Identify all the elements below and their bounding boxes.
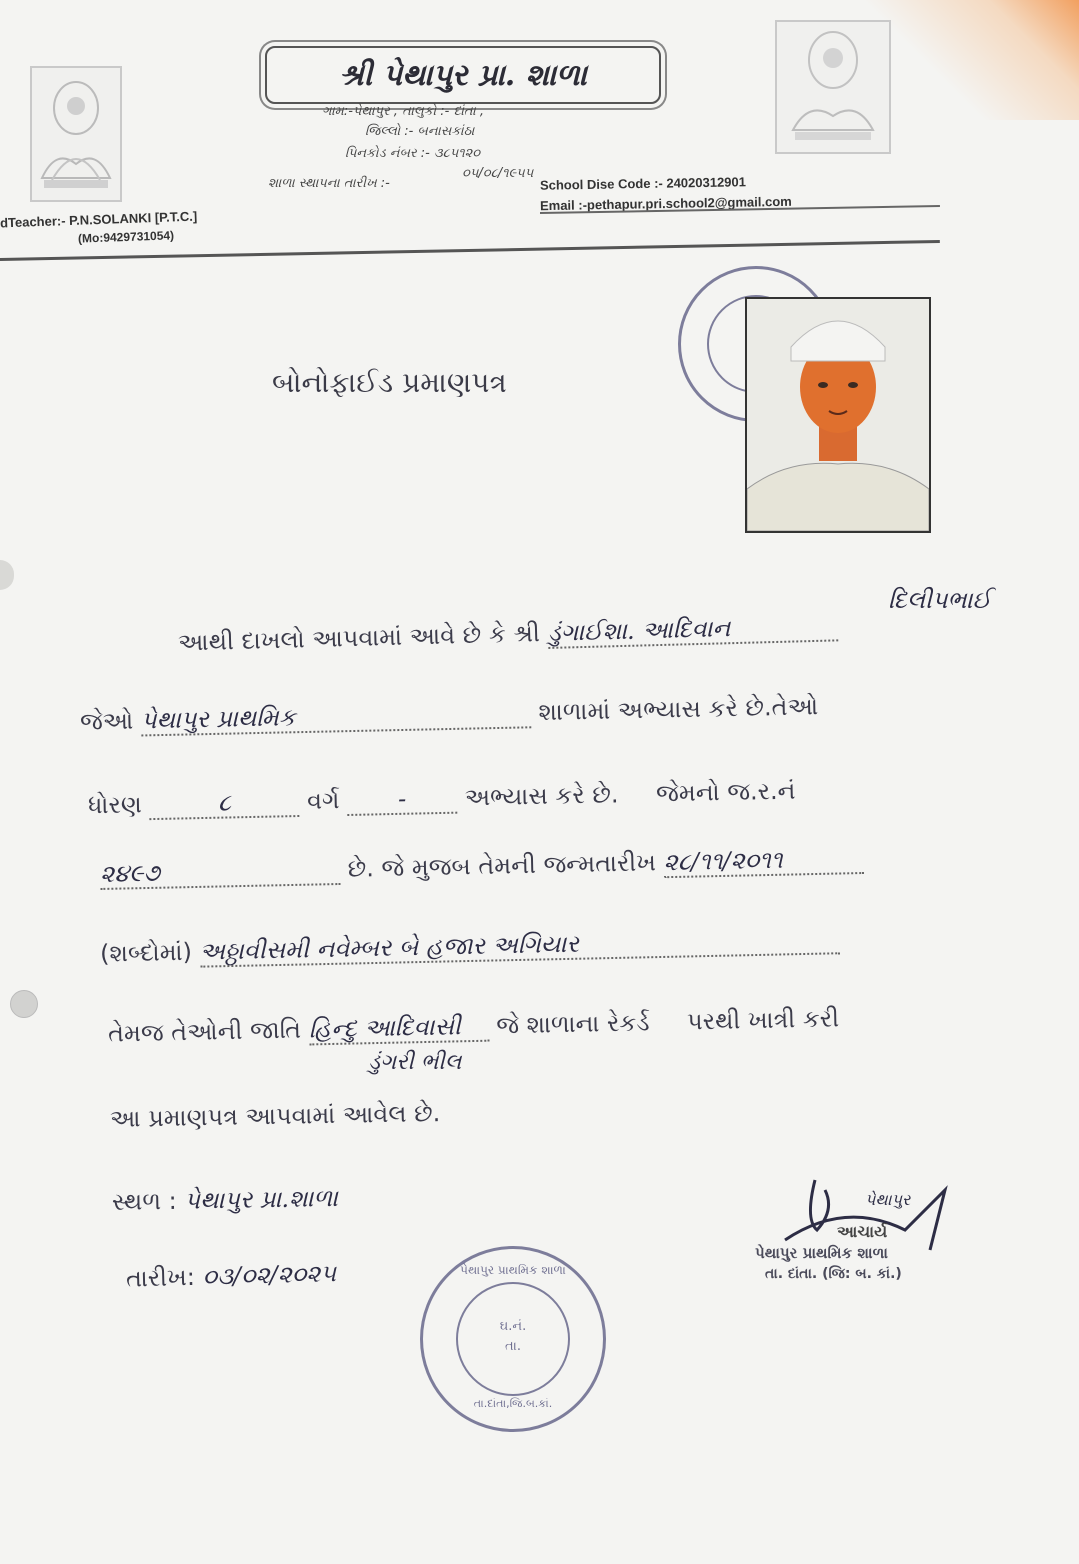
class-label: વર્ગ [306,786,340,815]
lotus-emblem-icon [32,68,120,200]
line7: આ પ્રમાણપત્ર આપવામાં આવેલ છે. [109,1099,441,1133]
line4-text: છે. જે મુજબ તેમની જન્મતારીખ [347,848,657,883]
caste-prefix: તેમજ તેઓની જાતિ [107,1015,302,1048]
certificate-title: બોનોફાઈડ પ્રમાણપત્ર [272,366,507,399]
date-label: તારીખ: [125,1262,196,1293]
date-value: ૦૩/૦૨/૨૦૨૫ [202,1259,337,1291]
principal-stamp-line2: તા. દાંતા. (જિ: બ. કાં.) [765,1266,902,1282]
line2-suffix: શાળામાં અભ્યાસ કરે છે.તેઓ [538,692,819,727]
father-name: દિલીપભાઈ [888,586,992,614]
established-date: ૦૫/૦૮/૧૯૫૫ [462,166,534,181]
stamp-bottom-text: તા.દાંતા,જિ.બ.કાં. [473,1397,553,1410]
std-value: ૮ [149,787,300,820]
page-edge-mark [0,560,14,590]
signature-text: પેથાપુર [865,1190,911,1209]
school-round-stamp [420,1246,606,1432]
right-emblem [775,20,891,154]
left-emblem [30,66,122,202]
dise-code: School Dise Code :- 24020312901 [539,174,747,193]
principal-title: આચાર્ય [837,1222,888,1241]
class-value: - [347,784,458,816]
punch-hole [10,990,38,1018]
place-label: સ્થળ : [111,1186,177,1216]
lotus-emblem-icon [777,22,889,152]
line1 [178,611,838,658]
dob-value: ૨૮/૧૧/૨૦૧૧ [663,844,864,878]
reg-value: ૨૪૯૭ [100,855,341,890]
school-title-box [265,46,661,104]
stamp-ring-text: પેથાપુર પ્રાથમિક શાળા [460,1263,566,1277]
school-name: શ્રી પેથાપુર પ્રા. શાળા [339,57,587,93]
principal-signature [755,1160,985,1300]
teacher-mobile: (Mo:9429731054) [77,228,175,246]
std-label: ધોરણ [87,790,143,820]
line5 [100,924,840,969]
line2 [80,692,819,737]
reg-label: જેમનો જ.ર.નં [655,776,796,808]
place-line [112,1184,338,1216]
caste-note: ડુંગરી ભીલ [368,1050,462,1075]
established-label: શાળા સ્થાપના તારીખ :- [268,176,390,191]
dob-words: અઠ્ઠાવીસમી નવેમ્બર બે હજાર અગિયાર [199,924,839,967]
line3 [88,777,796,822]
stamp-center-text2: તા. [505,1339,521,1354]
caste-suffix2: પરથી ખાત્રી કરી [686,1004,840,1036]
student-name: ડુંગાઈશા. આદિવાન [547,611,838,649]
place-value: પેથાપુર પ્રા.શાળા [184,1184,339,1215]
words-label: (શબ્દોમાં) [99,937,193,968]
caste-suffix: જે શાળાના રેકર્ડ [495,1008,650,1040]
address-line2: જિલ્લો :- બનાસકાંઠા [365,124,475,139]
line2-prefix: જેઓ [79,706,134,736]
school-handwritten: પેથાપુર પ્રાથમિક [141,698,532,736]
student-photo [745,297,931,533]
date-line [126,1259,337,1292]
teacher-name: dTeacher:- P.N.SOLANKI [P.T.C.] [0,208,198,231]
line6 [108,1004,840,1049]
stamp-center-text: ઘ.નં. [499,1319,527,1334]
line4 [100,844,864,890]
line3-suffix: અભ્યાસ કરે છે. [464,780,619,812]
pincode: પિનકોડ નંબર :- ૩૮૫૧૨૦ [345,146,481,161]
caste-value: હિન્દુ આદિવાસી [308,1012,489,1046]
student-portrait-icon [747,299,929,531]
line1-prefix: આથી દાખલો આપવામાં આવે છે કે શ્રી [177,619,541,657]
school-email: Email :-pethapur.pri.school2@gmail.com [539,193,792,214]
principal-stamp-line1: પેથાપુર પ્રાથમિક શાળા [755,1244,888,1262]
address-line1: ગામ:-પેથાપુર , તાલુકો :- દાંતા , [322,104,484,119]
